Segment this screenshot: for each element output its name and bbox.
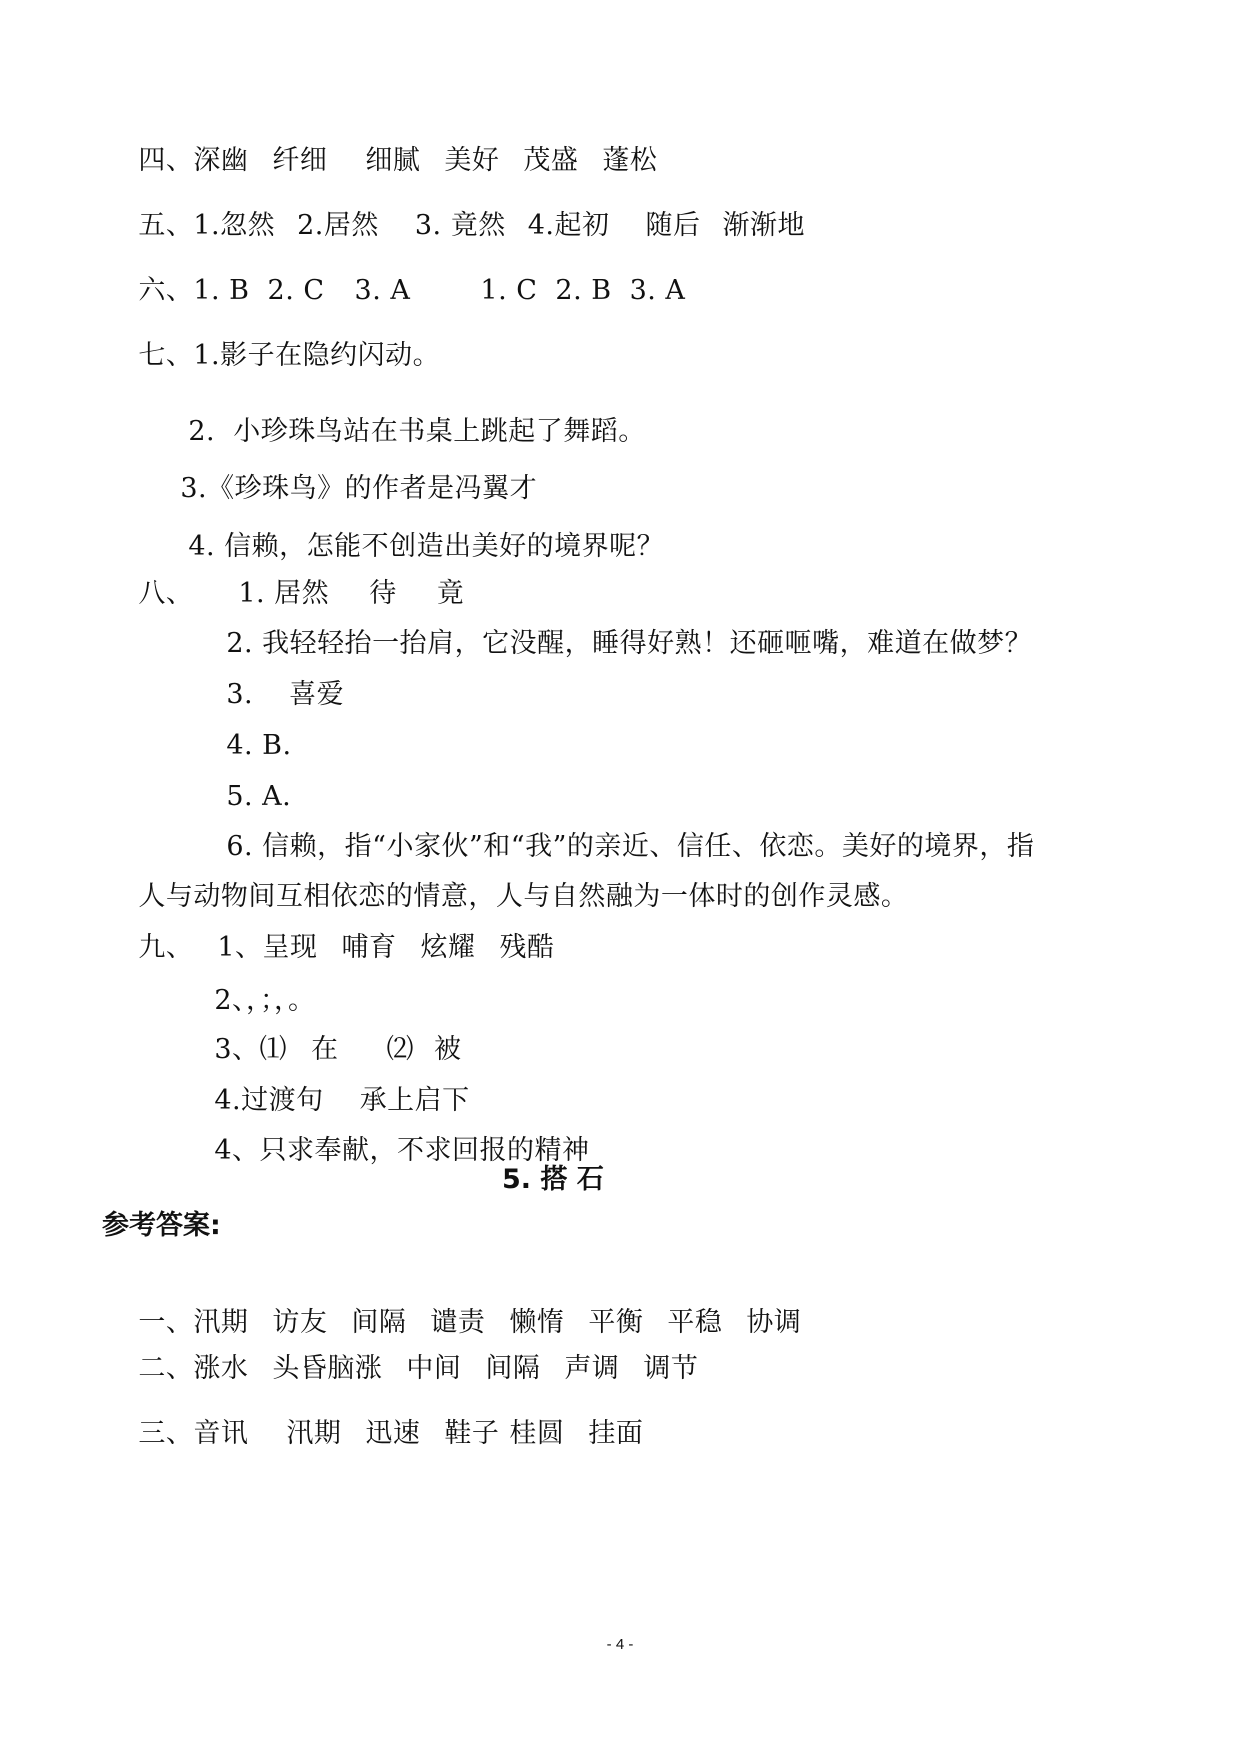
- section-label: 二、: [138, 1353, 194, 1384]
- section-label: 七、: [138, 340, 194, 371]
- answer-line-9-1: [102, 897, 555, 999]
- answer-item: 细腻: [365, 145, 421, 176]
- answer-item: 间隔: [351, 1307, 407, 1338]
- answers-heading: 参考答案:: [102, 1210, 221, 1241]
- answer-item: 竟: [436, 578, 465, 609]
- answer-item: 声调: [564, 1353, 620, 1384]
- answer-item: 汛期: [286, 1418, 342, 1449]
- answer-text: 6. 信赖，指“小家伙”和“我”的亲近、信任、依恋。美好的境界，指: [226, 831, 1035, 862]
- answer-item: 桂圆: [509, 1418, 565, 1449]
- answer-item: 3、⑴: [214, 1034, 288, 1065]
- answer-item: 哺育: [341, 932, 397, 963]
- answer-item: 待: [369, 578, 397, 609]
- answer-item: 调节: [643, 1353, 699, 1384]
- section-label: 三、: [138, 1418, 194, 1449]
- answer-item: 懒惰: [509, 1307, 565, 1338]
- page-number: - 4 -: [606, 1636, 634, 1653]
- answer-item: 被: [434, 1034, 462, 1065]
- answer-item: 音讯: [193, 1418, 249, 1449]
- answer-item: 残酷: [499, 932, 555, 963]
- answer-item: 谴责: [430, 1307, 486, 1338]
- lesson-title: 5. 搭 石: [502, 1164, 604, 1195]
- answer-item: ⑵: [386, 1034, 415, 1065]
- answer-item: 1. B: [193, 275, 250, 306]
- answer-text: 4. 信赖，怎能不创造出美好的境界呢？: [188, 531, 665, 562]
- section-label: 六、: [138, 275, 194, 306]
- answer-item: 头昏脑涨: [272, 1353, 383, 1384]
- section-label: 五、: [138, 210, 194, 241]
- answer-text: 人与动物间互相依恋的情意，人与自然融为一体时的创作灵感。: [138, 881, 909, 912]
- answer-item: 蓬松: [602, 145, 658, 176]
- answer-text: 4、只求奉献，不求回报的精神: [214, 1135, 590, 1166]
- answer-text: 1.影子在隐约闪动。: [193, 340, 441, 371]
- answer-item: 协调: [746, 1307, 802, 1338]
- answer-item: 访友: [272, 1307, 328, 1338]
- answer-item: 随后: [645, 210, 701, 241]
- answer-item: 4.起初: [527, 210, 610, 241]
- answer-item: 2. B: [555, 275, 612, 306]
- answer-item: 1、呈现: [217, 932, 318, 963]
- answer-item: 2.居然: [297, 210, 379, 241]
- answer-item: 4.过渡句: [214, 1085, 324, 1116]
- section-label: 一、: [138, 1307, 194, 1338]
- answer-text: 3.《珍珠鸟》的作者是冯翼才: [180, 473, 538, 504]
- answer-item: 3. A: [354, 275, 411, 306]
- answer-item: 鞋子: [444, 1418, 500, 1449]
- answer-item: 3. 竟然: [414, 210, 506, 241]
- answer-text: 5. A.: [226, 781, 292, 812]
- answer-item: 3. A: [629, 275, 686, 306]
- answer-text: 2. 小珍珠鸟站在书桌上跳起了舞蹈。: [188, 416, 646, 447]
- answer-item: 1.忽然: [193, 210, 276, 241]
- answer-item: 2. C: [267, 275, 325, 306]
- section-label: 八、: [138, 578, 194, 609]
- answer-text: 2、，；，。: [214, 985, 316, 1016]
- answer-item: 迅速: [365, 1418, 421, 1449]
- answer-item: 纤细: [272, 145, 328, 176]
- answer-text: 4. B.: [226, 730, 292, 761]
- answer-item: 汛期: [193, 1307, 249, 1338]
- answer-item: 1. 居然: [238, 578, 330, 609]
- answer-item: 渐渐地: [722, 210, 805, 241]
- answer-item: 在: [311, 1034, 339, 1065]
- answer-item: 平衡: [588, 1307, 644, 1338]
- answer-item: 喜爱: [289, 679, 345, 710]
- answer-item: 承上启下: [359, 1085, 470, 1116]
- section-label: 四、: [138, 145, 194, 176]
- answer-item: 平稳: [667, 1307, 723, 1338]
- answer-item: 美好: [444, 145, 500, 176]
- answer-text: 2. 我轻轻抬一抬肩，它没醒，睡得好熟！还砸咂嘴，难道在做梦？: [226, 628, 1033, 659]
- answer-item: 茂盛: [523, 145, 579, 176]
- answer-item: 涨水: [193, 1353, 249, 1384]
- answer-item: 1. C: [480, 275, 538, 306]
- answer-item: 挂面: [588, 1418, 644, 1449]
- answer-item: 深幽: [193, 145, 249, 176]
- answer-item: 3.: [226, 679, 254, 710]
- lesson-answer-line-3: [102, 1383, 643, 1485]
- section-label: 九、: [138, 932, 194, 963]
- answer-item: 炫耀: [420, 932, 476, 963]
- answer-item: 间隔: [485, 1353, 541, 1384]
- answer-item: 中间: [406, 1353, 462, 1384]
